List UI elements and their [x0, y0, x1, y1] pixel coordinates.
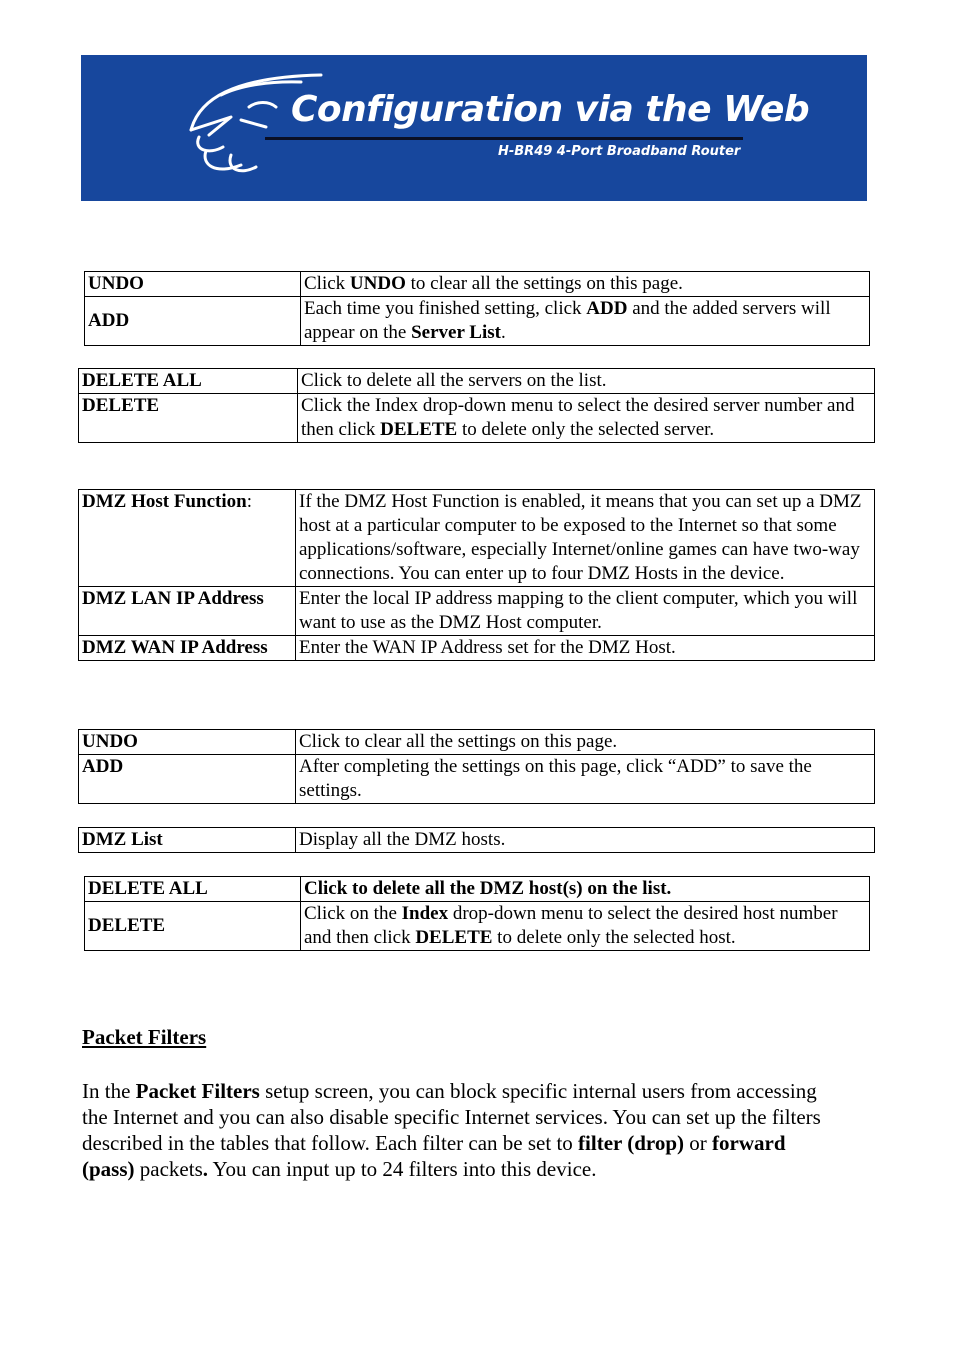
section-paragraph: In the Packet Filters setup screen, you can block specific internal users from accessing the Internet and you can also disable specific Internet services. You can set up the filters described in the tables that follow. Each filter can be set to filter (drop) or forward (pass) packets. You can input up to 24 filters into this device.: [82, 1079, 821, 1181]
bold-text: forward (pass): [82, 1131, 786, 1181]
desc-cell: [301, 877, 870, 902]
term-cell: DMZ LAN IP Address: [79, 587, 296, 636]
term-cell: DELETE: [85, 902, 301, 951]
table-row: [85, 272, 870, 297]
desc-cell: If the DMZ Host Function is enabled, it means that you can set up a DMZ host at a particular computer to be exposed to the Internet so that some applications/software, especially Internet/online games can have two-way connections. You can enter up to four DMZ Hosts in the device.: [296, 490, 875, 587]
term-cell: UNDO: [79, 730, 296, 755]
term-cell: DMZ Host Function:: [79, 490, 296, 587]
bold-text: DELETE: [380, 419, 458, 440]
term-cell: DELETE: [79, 394, 298, 443]
desc-cell: Click on the Index drop-down menu to select the desired host number and then click DELETE to delete only the selected host.: [301, 902, 870, 951]
server-actions-table: [84, 271, 870, 346]
banner-subtitle: H-BR49 4-Port Broadband Router: [498, 144, 741, 159]
table-row: [79, 394, 875, 443]
desc-cell: Each time you finished setting, click ADD and the added servers will appear on the Server List.: [301, 297, 870, 346]
table-row: [85, 297, 870, 346]
term-cell: ADD: [85, 297, 301, 346]
table-row: [79, 636, 875, 661]
banner-divider: [265, 137, 743, 140]
dmz-actions-table: [78, 729, 875, 804]
term-cell: ADD: [79, 755, 296, 804]
term-cell: DELETE ALL: [85, 877, 301, 902]
table-row: [79, 755, 875, 804]
desc-cell: Click the Index drop-down menu to select the desired server number and then click DELETE to delete only the selected server.: [298, 394, 875, 443]
term-cell: UNDO: [85, 272, 301, 297]
bold-text: Server List: [411, 322, 501, 343]
desc-cell: After completing the settings on this page, click “ADD” to save the settings.: [296, 755, 875, 804]
desc-cell: Click UNDO to clear all the settings on this page.: [301, 272, 870, 297]
bold-text: Packet Filters: [135, 1079, 260, 1103]
table-row: [79, 730, 875, 755]
desc-cell: Enter the local IP address mapping to the client computer, which you will want to use as the DMZ Host computer.: [296, 587, 875, 636]
table-row: [79, 587, 875, 636]
section-heading: Packet Filters: [82, 1025, 207, 1049]
table-row: [79, 369, 875, 394]
desc-cell: Click to delete all the servers on the list.: [298, 369, 875, 394]
term-cell: DMZ WAN IP Address: [79, 636, 296, 661]
desc-cell: Display all the DMZ hosts.: [296, 828, 875, 853]
table-row: [79, 490, 875, 587]
header-banner: [81, 55, 867, 201]
server-list-table: [78, 368, 875, 443]
banner-title: Configuration via the Web: [291, 89, 810, 130]
table-row: [79, 828, 875, 853]
desc-cell: Click to clear all the settings on this page.: [296, 730, 875, 755]
bold-text: .: [202, 1157, 208, 1181]
bold-text: filter (drop): [578, 1131, 685, 1155]
table-row: [85, 877, 870, 902]
dmz-list-table: [78, 827, 875, 853]
dmz-settings-table: [78, 489, 875, 661]
term-cell: DELETE ALL: [79, 369, 298, 394]
dmz-delete-table: [84, 876, 870, 951]
bold-text: Click to delete all the DMZ host(s) on the list.: [304, 878, 672, 899]
bold-text: DELETE: [415, 927, 493, 948]
bold-text: UNDO: [349, 273, 406, 294]
desc-cell: Enter the WAN IP Address set for the DMZ Host.: [296, 636, 875, 661]
term-cell: DMZ List: [79, 828, 296, 853]
bold-text: Index: [401, 903, 449, 924]
bold-text: ADD: [586, 298, 628, 319]
table-row: [85, 902, 870, 951]
